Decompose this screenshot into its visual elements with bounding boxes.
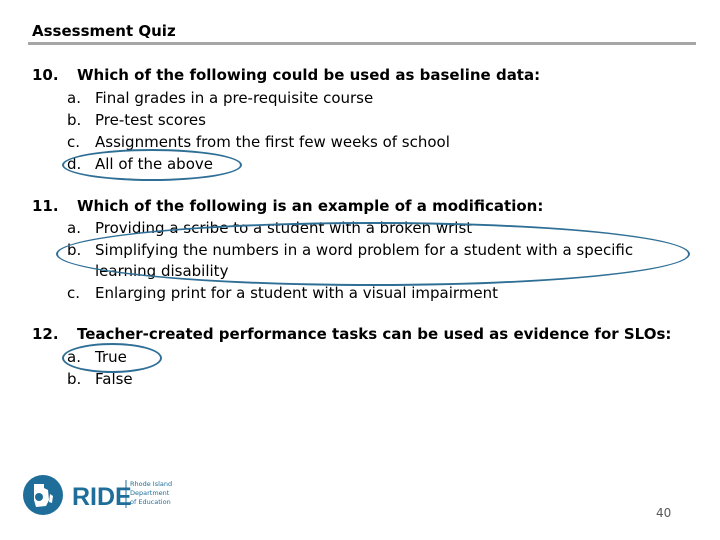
page-number: 40 <box>656 506 672 520</box>
ride-logo <box>22 474 182 522</box>
logo-line-1: Rhode Island <box>130 480 173 488</box>
logo-line-2: Department <box>130 489 170 497</box>
title-rule <box>28 42 696 45</box>
question-12 <box>32 325 672 343</box>
logo-wordmark: RIDE <box>72 483 132 511</box>
option-text: learning disability <box>95 262 229 280</box>
rhode-island-state-icon <box>22 474 182 518</box>
question-text: Which of the following is an example of a modification: <box>77 197 544 215</box>
question-text: Which of the following could be used as baseline data: <box>77 66 541 84</box>
question-number: 10. <box>32 66 59 84</box>
option-letter: c. <box>67 284 81 302</box>
option-letter: a. <box>67 219 81 237</box>
answer-circle-12 <box>62 343 162 373</box>
logo-line-3: of Education <box>130 498 171 506</box>
question-number: 12. <box>32 325 59 343</box>
option-text: All of the above <box>95 155 213 173</box>
question-text: Teacher-created performance tasks can be used as evidence for SLOs: <box>77 325 672 343</box>
option-letter: b. <box>67 370 82 388</box>
option-text: True <box>95 348 127 366</box>
page-title: Assessment Quiz <box>32 22 176 40</box>
option-text: Final grades in a pre-requisite course <box>95 89 374 107</box>
question-11 <box>32 197 544 215</box>
answer-circle-11 <box>56 222 690 286</box>
option-text: Pre-test scores <box>95 111 206 129</box>
option-letter: b. <box>67 241 82 259</box>
option-letter: a. <box>67 89 81 107</box>
option-text: Providing a scribe to a student with a broken wrist <box>95 219 473 237</box>
option-letter: b. <box>67 111 82 129</box>
option-text: Enlarging print for a student with a visual impairment <box>95 284 499 302</box>
question-10 <box>32 66 541 84</box>
option-text: Assignments from the first few weeks of school <box>95 133 450 151</box>
option-text: Simplifying the numbers in a word problem for a student with a specific <box>95 241 634 259</box>
option-letter: d. <box>67 155 82 173</box>
question-number: 11. <box>32 197 59 215</box>
option-text: False <box>95 370 133 388</box>
answer-circle-10 <box>62 149 242 181</box>
option-letter: a. <box>67 348 81 366</box>
option-letter: c. <box>67 133 81 151</box>
